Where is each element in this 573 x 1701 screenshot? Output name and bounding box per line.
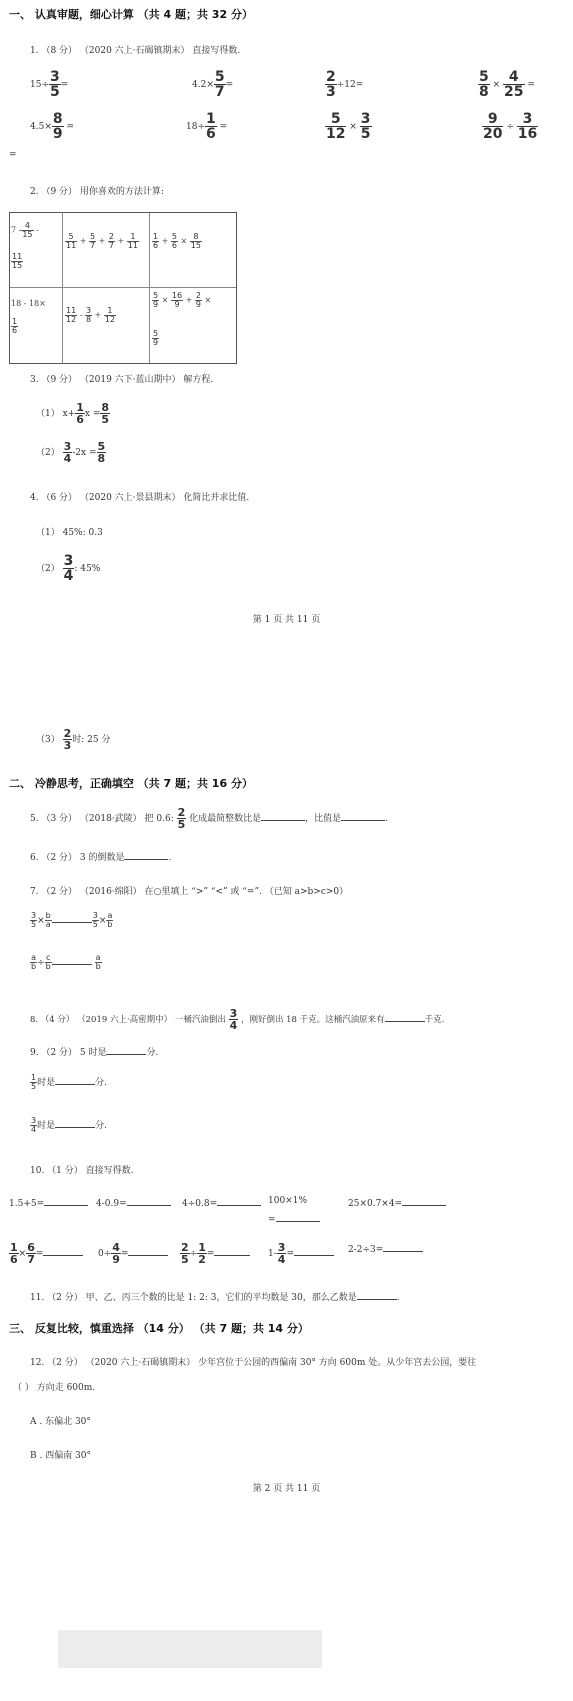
- q4-part-1: （1） 45%: 0.3: [36, 528, 103, 538]
- q7-compare-2: $\frac{a}{b}$ ÷ $\frac{c}{b}$ $\frac{a}{b}$: [31, 953, 101, 971]
- page-1-footer: 第 1 页 共 11 页: [252, 615, 321, 625]
- section3-title: 三、 反复比较，慎重选择 （14 分） （共 7 题；共 14 分）: [9, 1322, 309, 1335]
- q10-stem: 10. （1 分） 直接写得数.: [30, 1166, 134, 1176]
- q7-stem: 7. （2 分） （2016·绵阳） 在○里填上 “>” “<” 或 “=”. （已知 a>b>c>0）: [30, 887, 349, 897]
- q9-blank-3[interactable]: [55, 1118, 95, 1128]
- q9-part-2: $\frac{3}{4}$ 时是 分.: [31, 1116, 107, 1134]
- q10-r2-d: 1- $\frac{3}{4}$ =: [268, 1242, 334, 1265]
- q1-item-2: 4.2× $\frac{5}{7}$ =: [192, 69, 234, 100]
- q3-stem: 3. （9 分） （2019 六下·蓝山期中） 解方程.: [30, 375, 214, 385]
- q5-line: 5. （3 分） （2018·武陵） 把 0.6: $\frac{2}{5}$ 化成最简整数比是 ，比值是 .: [30, 806, 389, 831]
- q3-equation-1: （1） x+ $\frac{1}{6}$ x = $\frac{8}{5}$: [36, 401, 110, 426]
- q12-line-2: （ ） 方向走 600m.: [13, 1383, 96, 1393]
- q9-blank-1[interactable]: [106, 1045, 146, 1055]
- q4-stem: 4. （6 分） （2020 六上·景县期末） 化简比并求比值.: [30, 493, 250, 503]
- q3-equation-2: （2） $\frac{3}{4}$ -2x = $\frac{5}{8}$: [36, 440, 106, 465]
- q5-blank-2[interactable]: [341, 811, 385, 821]
- q10-blank-2[interactable]: [127, 1196, 171, 1206]
- q5-blank-1[interactable]: [261, 811, 305, 821]
- q9-part-1: $\frac{1}{5}$ 时是 分.: [31, 1073, 107, 1091]
- q1-item-4: $\frac{5}{8}$ × $\frac{4}{25}$ =: [479, 69, 535, 100]
- q7-blank-1[interactable]: [52, 913, 92, 923]
- q1-item-6: 18÷ $\frac{1}{6}$ =: [186, 111, 228, 142]
- q10-blank-7[interactable]: [128, 1246, 168, 1256]
- q11-line: 11. （2 分） 甲、乙、丙三个数的比是 1: 2: 3，它们的平均数是 30，那么乙数是 .: [30, 1290, 400, 1303]
- q2-cell-5: $\frac{11}{12}$ - $\frac{3}{8}$ + $\frac{1}{12}$: [63, 288, 150, 363]
- q2-cell-3: $\frac{1}{6}$ + $\frac{5}{6}$ × $\frac{8}{15}$: [150, 213, 236, 288]
- q2-stem: 2. （9 分） 用你喜欢的方法计算:: [30, 187, 164, 197]
- q2-cell-1: 7 - $\frac{4}{15}$ - $\frac{11}{15}$: [10, 213, 63, 288]
- q6-line: 6. （2 分） 3 的倒数是 .: [30, 850, 171, 863]
- q7-compare-1: $\frac{3}{5}$ × $\frac{b}{a}$ $\frac{3}{5}$ × $\frac{a}{b}$: [31, 911, 113, 929]
- q1-trailing-equals: =: [9, 150, 17, 160]
- q1-stem: 1. （8 分） （2020 六上·石碣镇期末） 直接写得数.: [30, 46, 241, 56]
- q10-r1-e: 25×0.7×4=: [348, 1196, 446, 1209]
- page-2-footer: 第 2 页 共 11 页: [252, 1484, 321, 1494]
- q10-r2-c: $\frac{2}{5}$ ÷ $\frac{1}{2}$ =: [180, 1242, 250, 1265]
- q10-r2-a: $\frac{1}{6}$ × $\frac{6}{7}$ =: [9, 1242, 83, 1265]
- q12-option-b[interactable]: B . 西偏南 30°: [30, 1451, 92, 1461]
- q2-cell-6: $\frac{5}{9}$ × $\frac{16}{9}$ + $\frac{2}{9}$ × $\frac{5}{9}$: [153, 291, 212, 347]
- q1-item-1: 15÷ $\frac{3}{5}$ =: [30, 69, 69, 100]
- q12-line-1: 12. （2 分） （2020 六上·石碣镇期末） 少年宫位于公园的西偏南 30° 方向 600m 处。从少年宫去公园，要往: [30, 1358, 477, 1368]
- section2-title: 二、 冷静思考，正确填空 （共 7 题；共 16 分）: [9, 777, 253, 790]
- q9-blank-2[interactable]: [55, 1075, 95, 1085]
- q10-r1-d-eq: =: [268, 1212, 320, 1225]
- q10-r2-b: 0÷ $\frac{4}{9}$ =: [98, 1242, 168, 1265]
- q1-item-3: $\frac{2}{3}$ ÷12=: [326, 69, 364, 100]
- q11-blank[interactable]: [357, 1290, 397, 1300]
- redacted-block: [58, 1630, 322, 1668]
- q10-blank-6[interactable]: [43, 1246, 83, 1256]
- q10-blank-8[interactable]: [214, 1246, 250, 1256]
- q9-stem: 9. （2 分） 5 时是 分.: [30, 1045, 158, 1058]
- q10-blank-4[interactable]: [276, 1212, 320, 1222]
- q10-r1-b: 4-0.9=: [96, 1196, 171, 1209]
- q10-blank-10[interactable]: [383, 1242, 423, 1252]
- q8-blank[interactable]: [385, 1012, 425, 1022]
- q7-blank-2[interactable]: [52, 955, 92, 965]
- q10-blank-9[interactable]: [294, 1246, 334, 1256]
- q2-calc-grid: [9, 212, 237, 364]
- q4-part-3: （3） $\frac{2}{3}$ 时: 25 分: [36, 727, 111, 752]
- q10-blank-5[interactable]: [402, 1196, 446, 1206]
- q1-item-7: $\frac{5}{12}$ × $\frac{3}{5}$: [326, 111, 371, 142]
- q10-blank-3[interactable]: [217, 1196, 261, 1206]
- q2-cell-4: 18 - 18× $\frac{1}{6}$: [10, 288, 63, 363]
- q10-r2-e: 2-2÷3=: [348, 1242, 423, 1255]
- q10-blank-1[interactable]: [44, 1196, 88, 1206]
- q12-option-a[interactable]: A . 东偏北 30°: [30, 1417, 91, 1427]
- q1-item-8: $\frac{9}{20}$ ÷ $\frac{3}{16}$: [483, 111, 538, 142]
- q2-cell-2: $\frac{5}{11}$ + $\frac{5}{7}$ + $\frac{2}{7}$ + $\frac{1}{11}$: [63, 213, 150, 288]
- q10-r1-d: 100×1%: [268, 1196, 307, 1206]
- q10-r1-c: 4÷0.8=: [182, 1196, 261, 1209]
- q4-part-2: （2） $\frac{3}{4}$ : 45%: [36, 553, 101, 584]
- q6-blank[interactable]: [124, 850, 168, 860]
- section1-title: 一、 认真审题，细心计算 （共 4 题；共 32 分）: [9, 8, 253, 21]
- q8-line: 8. （4 分） （2019 六上·高密期中） 一桶汽油倒出 $\frac{3}{4}$ ，刚好倒出 18 千克。这桶汽油原来有 千克.: [30, 1007, 445, 1032]
- q1-item-5: 4.5× $\frac{8}{9}$ =: [30, 111, 75, 142]
- q10-r1-a: 1.5+5=: [9, 1196, 88, 1209]
